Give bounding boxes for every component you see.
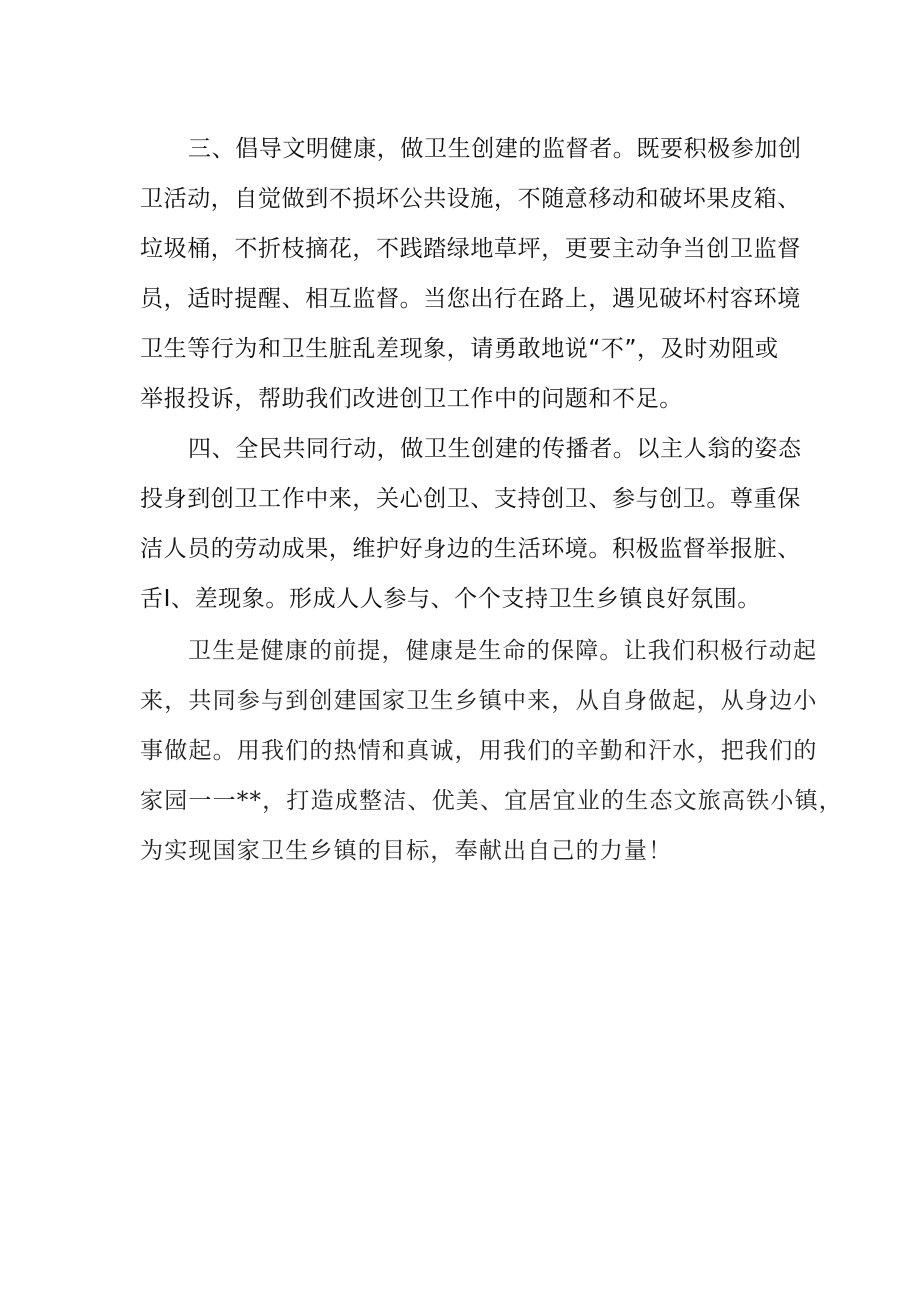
paragraph-3-line-5: 卫生等行为和卫生脏乱差现象，请勇敢地说“不”，及时劝阻或 bbox=[140, 336, 779, 362]
closing-line-2: 来，共同参与到创建国家卫生乡镇中来，从自身做起，从身边小 bbox=[140, 688, 818, 714]
closing-line-3: 事做起。用我们的热情和真诚，用我们的辛勤和汗水，把我们的 bbox=[140, 738, 818, 764]
paragraph-4-line-1: 四、全民共同行动，做卫生创建的传播者。以主人翁的姿态 bbox=[188, 436, 802, 462]
closing-line-1: 卫生是健康的前提，健康是生命的保障。让我们积极行动起 bbox=[188, 638, 818, 664]
paragraph-3-line-3: 垃圾桶，不折枝摘花，不践踏绿地草坪，更要主动争当创卫监督 bbox=[140, 236, 801, 262]
paragraph-3-line-1: 三、倡导文明健康，做卫生创建的监督者。既要积极参加创 bbox=[188, 136, 802, 162]
paragraph-4-line-4: 舌I、差现象。形成人人参与、个个支持卫生乡镇良好氛围。 bbox=[140, 586, 761, 612]
paragraph-4-line-2: 投身到创卫工作中来，关心创卫、支持创卫、参与创卫。尊重保 bbox=[140, 486, 801, 512]
closing-line-4: 家园一一**，打造成整洁、优美、宜居宜业的生态文旅高铁小镇， bbox=[140, 788, 843, 814]
closing-line-5: 为实现国家卫生乡镇的目标，奉献出自己的力量！ bbox=[140, 838, 673, 864]
paragraph-3-line-4: 员，适时提醒、相互监督。当您出行在路上，遇见破坏村容环境 bbox=[140, 286, 801, 312]
paragraph-4-line-3: 洁人员的劳动成果，维护好身边的生活环境。积极监督举报脏、 bbox=[140, 536, 801, 562]
paragraph-3-line-6: 举报投诉，帮助我们改进创卫工作中的问题和不足。 bbox=[140, 386, 683, 412]
paragraph-3-line-2: 卫活动，自觉做到不损坏公共设施，不随意移动和破坏果皮箱、 bbox=[140, 186, 801, 212]
